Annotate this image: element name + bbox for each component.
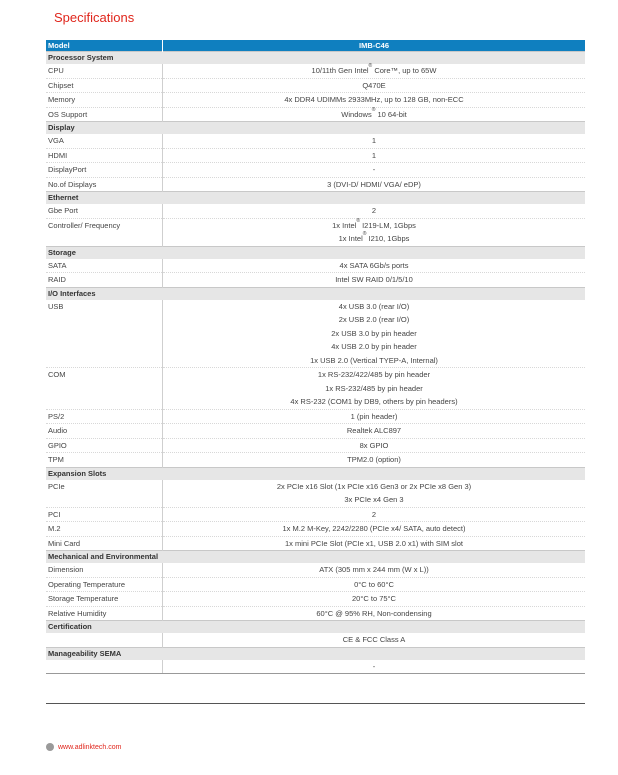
row-value-cell bbox=[163, 78, 586, 93]
row-value-cell bbox=[163, 660, 586, 674]
row-value-cell bbox=[163, 107, 586, 122]
section-header bbox=[46, 551, 585, 564]
table-row bbox=[46, 163, 585, 178]
table-row bbox=[46, 78, 585, 93]
row-value: 1x RS-232/485 by pin header bbox=[325, 383, 423, 393]
row-value-cell bbox=[163, 480, 586, 508]
row-label: USB bbox=[46, 300, 163, 368]
section-header bbox=[46, 647, 585, 660]
table-header-row bbox=[46, 40, 585, 52]
table-row bbox=[46, 480, 585, 508]
section-title: Ethernet bbox=[46, 192, 163, 205]
section-header bbox=[46, 52, 585, 65]
table-row bbox=[46, 453, 585, 468]
row-label: Dimension bbox=[46, 563, 163, 577]
footer-url[interactable]: www.adlinktech.com bbox=[58, 743, 122, 751]
row-label: DisplayPort bbox=[46, 163, 163, 178]
row-value-cell bbox=[163, 606, 586, 621]
row-value-cell bbox=[163, 507, 586, 522]
row-label: HDMI bbox=[46, 148, 163, 163]
section-title: Manageability SEMA bbox=[46, 647, 163, 660]
row-label: RAID bbox=[46, 273, 163, 288]
row-value-cell bbox=[163, 592, 586, 607]
row-value-cell bbox=[163, 438, 586, 453]
row-value: - bbox=[372, 165, 376, 174]
section-header bbox=[46, 192, 585, 205]
row-value: 8x GPIO bbox=[359, 440, 389, 450]
section-header bbox=[46, 246, 585, 259]
table-row bbox=[46, 507, 585, 522]
table-row bbox=[46, 107, 585, 122]
row-value-cell bbox=[163, 273, 586, 288]
section-header bbox=[46, 467, 585, 480]
row-label: PCIe bbox=[46, 480, 163, 508]
row-label: Relative Humidity bbox=[46, 606, 163, 621]
table-row bbox=[46, 522, 585, 537]
row-value: 20°C to 75°C bbox=[352, 594, 396, 603]
row-label: Memory bbox=[46, 93, 163, 108]
table-row bbox=[46, 368, 585, 410]
spec-table bbox=[46, 40, 585, 674]
row-value-cell bbox=[163, 177, 586, 192]
row-label: Chipset bbox=[46, 78, 163, 93]
row-label: Operating Temperature bbox=[46, 577, 163, 592]
globe-icon bbox=[46, 743, 54, 751]
row-value-cell bbox=[163, 163, 586, 178]
table-row bbox=[46, 134, 585, 148]
table-row bbox=[46, 148, 585, 163]
row-label: CPU bbox=[46, 64, 163, 78]
row-value: Windows® 10 64-bit bbox=[341, 106, 407, 119]
section-title: Expansion Slots bbox=[46, 467, 163, 480]
row-value-cell bbox=[163, 563, 586, 577]
section-header bbox=[46, 122, 585, 135]
row-label: COM bbox=[46, 368, 163, 410]
row-label: M.2 bbox=[46, 522, 163, 537]
table-row bbox=[46, 633, 585, 647]
row-value: 60°C @ 95% RH, Non-condensing bbox=[316, 608, 432, 618]
row-label bbox=[46, 660, 163, 674]
model-value: IMB-C46 bbox=[163, 40, 586, 52]
row-value: 4x USB 2.0 by pin header bbox=[331, 342, 417, 351]
row-label: Mini Card bbox=[46, 536, 163, 551]
row-value: 3 (DVI-D/ HDMI/ VGA/ eDP) bbox=[327, 179, 421, 189]
row-label: GPIO bbox=[46, 438, 163, 453]
section-title: Certification bbox=[46, 621, 163, 634]
section-title: Display bbox=[46, 122, 163, 135]
table-row bbox=[46, 424, 585, 439]
row-value: 1 bbox=[371, 150, 377, 160]
row-value: 2x USB 2.0 (rear I/O) bbox=[338, 315, 410, 324]
table-row bbox=[46, 259, 585, 273]
row-value-cell bbox=[163, 577, 586, 592]
row-label: Storage Temperature bbox=[46, 592, 163, 607]
table-row bbox=[46, 438, 585, 453]
row-value: 1x Intel® I219-LM, 1Gbps bbox=[332, 217, 416, 230]
table-row bbox=[46, 606, 585, 621]
row-label: VGA bbox=[46, 134, 163, 148]
row-value-cell bbox=[163, 453, 586, 468]
model-label: Model bbox=[46, 40, 163, 52]
row-value-cell bbox=[163, 409, 586, 424]
table-row bbox=[46, 300, 585, 368]
row-value: 2 bbox=[371, 206, 377, 215]
row-value: ATX (305 mm x 244 mm (W x L)) bbox=[319, 565, 429, 574]
row-value-cell bbox=[163, 204, 586, 218]
row-label: PS/2 bbox=[46, 409, 163, 424]
spec-table-body bbox=[46, 40, 585, 674]
row-label: PCI bbox=[46, 507, 163, 522]
row-value: - bbox=[372, 661, 376, 671]
row-value-cell bbox=[163, 93, 586, 108]
section-title: I/O Interfaces bbox=[46, 287, 163, 300]
row-value-cell bbox=[163, 300, 586, 368]
page-title: Specifications bbox=[54, 10, 135, 25]
row-label: Gbe Port bbox=[46, 204, 163, 218]
row-value: Realtek ALC897 bbox=[346, 426, 402, 435]
row-value: 4x DDR4 UDIMMs 2933MHz, up to 128 GB, non-ECC bbox=[284, 95, 464, 104]
row-value-cell bbox=[163, 424, 586, 439]
row-value-cell bbox=[163, 259, 586, 273]
row-value: 1x USB 2.0 (Vertical TYEP-A, Internal) bbox=[310, 355, 438, 365]
section-title: Mechanical and Environmental bbox=[46, 551, 163, 564]
row-label: Controller/ Frequency bbox=[46, 218, 163, 246]
row-value-cell bbox=[163, 218, 586, 246]
row-value: 2x USB 3.0 by pin header bbox=[331, 328, 417, 338]
row-value: CE & FCC Class A bbox=[342, 635, 406, 644]
section-title: Storage bbox=[46, 246, 163, 259]
row-value: 1 (pin header) bbox=[350, 411, 398, 421]
footer bbox=[46, 743, 121, 751]
section-title: Processor System bbox=[46, 52, 163, 65]
table-row bbox=[46, 177, 585, 192]
row-value: 1x RS-232/422/485 by pin header bbox=[317, 370, 431, 379]
row-value-cell bbox=[163, 134, 586, 148]
row-value: Q470E bbox=[362, 80, 386, 90]
row-value: 4x SATA 6Gb/s ports bbox=[339, 260, 409, 270]
row-value: 4x USB 3.0 (rear I/O) bbox=[338, 301, 410, 311]
table-row bbox=[46, 563, 585, 577]
table-row bbox=[46, 64, 585, 78]
row-label: Audio bbox=[46, 424, 163, 439]
row-value: 0°C to 60°C bbox=[354, 579, 394, 589]
row-value: Intel SW RAID 0/1/5/10 bbox=[335, 275, 413, 284]
row-value: 1x M.2 M-Key, 2242/2280 (PCIe x4/ SATA, auto detect) bbox=[282, 524, 466, 533]
row-value: 2x PCIe x16 Slot (1x PCIe x16 Gen3 or 2x PCIe x8 Gen 3) bbox=[276, 481, 472, 491]
table-row bbox=[46, 592, 585, 607]
table-row bbox=[46, 93, 585, 108]
row-value: 1 bbox=[371, 136, 377, 145]
row-value-cell bbox=[163, 368, 586, 410]
table-row bbox=[46, 577, 585, 592]
row-label: OS Support bbox=[46, 107, 163, 122]
row-value-cell bbox=[163, 64, 586, 78]
row-value-cell bbox=[163, 522, 586, 537]
row-value: 10/11th Gen Intel® Core™, up to 65W bbox=[311, 63, 437, 75]
table-row bbox=[46, 273, 585, 288]
section-header bbox=[46, 287, 585, 300]
table-row bbox=[46, 218, 585, 246]
row-value: 3x PCIe x4 Gen 3 bbox=[344, 495, 404, 504]
row-value: 1x Intel® I210, 1Gbps bbox=[338, 231, 410, 243]
row-value: TPM2.0 (option) bbox=[347, 455, 401, 464]
row-label bbox=[46, 633, 163, 647]
row-value: 1x mini PCIe Slot (PCIe x1, USB 2.0 x1) with SIM slot bbox=[285, 538, 463, 548]
row-value-cell bbox=[163, 536, 586, 551]
row-value-cell bbox=[163, 633, 586, 647]
bottom-divider bbox=[46, 703, 585, 704]
row-label: No.of Displays bbox=[46, 177, 163, 192]
table-row bbox=[46, 660, 585, 674]
row-value: 4x RS-232 (COM1 by DB9, others by pin headers) bbox=[290, 397, 458, 406]
table-row bbox=[46, 409, 585, 424]
table-row bbox=[46, 536, 585, 551]
table-row bbox=[46, 204, 585, 218]
row-value: 2 bbox=[371, 509, 377, 519]
row-value-cell bbox=[163, 148, 586, 163]
section-header bbox=[46, 621, 585, 634]
row-label: TPM bbox=[46, 453, 163, 468]
row-label: SATA bbox=[46, 259, 163, 273]
